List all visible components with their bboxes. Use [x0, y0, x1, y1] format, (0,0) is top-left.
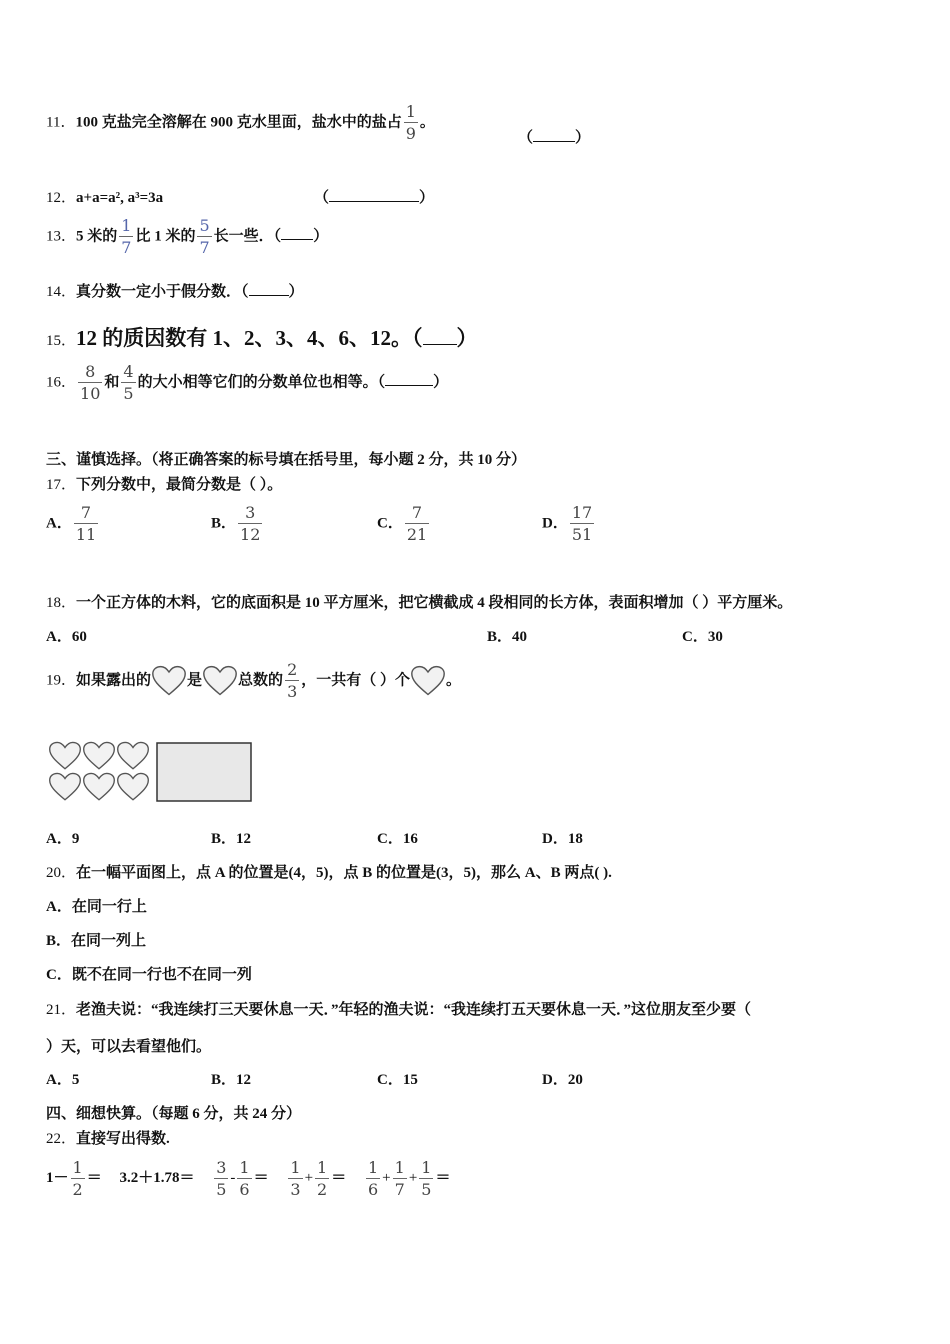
section-3-heading: 三、谨慎选择。（将正确答案的标号填在括号里，每小题 2 分，共 10 分）	[46, 452, 527, 468]
cover-box	[157, 743, 251, 801]
option-b[interactable]	[211, 505, 264, 543]
answer-blank[interactable]	[281, 227, 313, 240]
question-text: 的大小相等它们的分数单位也相等。（	[137, 374, 386, 391]
denominator: 6	[367, 1180, 379, 1199]
heart-icon	[50, 742, 81, 768]
heart-icon	[410, 665, 446, 697]
option-label: C．	[377, 515, 403, 532]
denominator: 5	[216, 1180, 227, 1199]
question-number: 20．	[46, 865, 77, 881]
blank-line	[329, 189, 419, 202]
option-b[interactable]: B．12	[211, 831, 252, 847]
heart-icon	[84, 742, 115, 768]
expr-text: 1－	[46, 1170, 69, 1187]
question-11	[46, 102, 910, 146]
denominator: 3	[290, 1180, 301, 1199]
fraction	[393, 1160, 407, 1198]
numerator: 1	[239, 1158, 250, 1177]
option-d[interactable]: D．20	[542, 1072, 583, 1088]
question-19	[46, 662, 910, 700]
option-c[interactable]: C．30	[682, 629, 723, 645]
question-text: 和	[104, 374, 120, 391]
question-18	[46, 591, 910, 612]
numerator: 1	[394, 1158, 405, 1177]
numerator: 5	[199, 216, 210, 235]
question-text: 100 克盐完全溶解在 900 克水里面，盐水中的盐占	[75, 114, 402, 131]
numerator: 7	[411, 503, 423, 522]
fraction	[288, 1160, 302, 1198]
denominator: 2	[72, 1180, 83, 1199]
paren-right: ）	[288, 284, 304, 300]
question-text: 比 1 米的	[135, 228, 196, 245]
fraction	[570, 505, 594, 543]
denominator: 6	[239, 1180, 250, 1199]
heart-icon	[151, 665, 187, 697]
option-label: A．	[46, 515, 72, 532]
question-number: 19．	[46, 672, 77, 689]
question-text: 在一幅平面图上，点 A 的位置是(4，5)，点 B 的位置是(3，5)，那么 A、B 两点( ).	[76, 865, 612, 881]
answer-blank[interactable]	[518, 126, 590, 147]
question-number: 13．	[46, 228, 77, 245]
heart-icon	[50, 773, 81, 799]
denominator: 7	[121, 238, 132, 257]
operator: +	[408, 1170, 418, 1187]
question-text: 12 的质因数有 1、2、3、4、6、12。（	[76, 326, 423, 350]
question-14	[46, 280, 910, 301]
paren-right: ）	[313, 228, 329, 245]
hearts-figure	[48, 740, 254, 804]
option-label: B．	[211, 515, 237, 532]
operator: +	[304, 1170, 314, 1187]
option-d[interactable]	[542, 505, 596, 543]
fraction	[419, 1160, 433, 1198]
numerator: 1	[405, 102, 416, 121]
question-20	[46, 861, 910, 882]
numerator: 1	[367, 1158, 379, 1177]
blank-line	[533, 129, 575, 142]
numerator: 3	[216, 1158, 227, 1177]
expression-1	[46, 1158, 102, 1199]
question-text: 是	[187, 672, 203, 689]
question-number: 15．	[46, 333, 77, 349]
question-text: 总数的	[238, 672, 284, 689]
expression-3	[212, 1158, 269, 1199]
question-text: 老渔夫说：“我连续打三天要休息一天．”年轻的渔夫说：“我连续打五天要休息一天．”这位朋友至少要（	[76, 1002, 752, 1018]
option-c[interactable]	[377, 505, 431, 543]
paren-right: ）	[433, 374, 449, 391]
answer-blank[interactable]	[314, 186, 434, 207]
denominator: 3	[287, 682, 298, 701]
option-a[interactable]: A．在同一行上	[46, 899, 147, 915]
denominator: 5	[421, 1180, 432, 1199]
fraction	[78, 364, 102, 402]
option-d[interactable]: D．18	[542, 831, 583, 847]
question-number: 17．	[46, 477, 77, 493]
paren-right: ）	[456, 326, 478, 350]
heart-icon	[84, 773, 115, 799]
question-text: ，一共有（ ）个	[301, 672, 411, 689]
question-text: 直接写出得数.	[76, 1131, 170, 1147]
question-text: 下列分数中，最简分数是（ ）。	[76, 477, 283, 493]
numerator: 4	[123, 362, 134, 381]
fraction	[71, 1160, 85, 1198]
fraction	[315, 1160, 329, 1198]
denominator: 7	[199, 238, 210, 257]
question-text: 5 米的	[76, 228, 118, 245]
expression-5	[364, 1158, 451, 1199]
option-b[interactable]: B．在同一列上	[46, 933, 147, 949]
question-number: 14．	[46, 284, 77, 300]
question-number: 22．	[46, 1131, 77, 1147]
equals: ＝	[86, 1170, 102, 1187]
punctuation: 。	[446, 672, 462, 689]
question-17	[46, 473, 910, 494]
denominator: 10	[80, 384, 101, 403]
fraction	[74, 505, 98, 543]
question-12	[46, 186, 910, 207]
denominator: 21	[406, 525, 428, 544]
question-text: 如果露出的	[76, 672, 152, 689]
option-c[interactable]: C．15	[377, 1072, 418, 1088]
operator: +	[382, 1170, 391, 1187]
numerator: 1	[421, 1158, 432, 1177]
numerator: 3	[245, 503, 256, 522]
question-number: 18．	[46, 595, 77, 611]
question-text: 一个正方体的木料，它的底面积是 10 平方厘米，把它横截成 4 段相同的长方体，表面积增加（ ）平方厘米。	[76, 595, 793, 611]
calculation-row	[46, 1160, 910, 1198]
heart-icon	[118, 773, 149, 799]
question-number: 21．	[46, 1002, 77, 1018]
numerator: 17	[571, 503, 593, 522]
paren-left: （	[314, 190, 330, 206]
fraction	[238, 505, 262, 543]
question-21-continued: ）天，可以去看望他们。	[46, 1039, 212, 1055]
option-b[interactable]: B．12	[211, 1072, 252, 1088]
punctuation: 。	[419, 114, 435, 131]
fraction	[366, 1160, 380, 1198]
question-number: 11．	[46, 114, 76, 131]
expression-4	[286, 1158, 347, 1199]
expression-2: 3.2＋1.78＝	[119, 1170, 195, 1187]
heart-icon	[118, 742, 149, 768]
question-text: 长一些．（	[213, 228, 282, 245]
option-a[interactable]: A．5	[46, 1072, 80, 1088]
equals: ＝	[331, 1170, 347, 1187]
option-b[interactable]: B．40	[487, 629, 528, 645]
option-c[interactable]: C．16	[377, 831, 418, 847]
fraction	[285, 662, 299, 700]
denominator: 11	[75, 525, 97, 544]
paren-right: ）	[419, 190, 435, 206]
denominator: 9	[405, 124, 416, 143]
paren-right: ）	[575, 130, 591, 146]
option-label: D．	[542, 515, 568, 532]
option-c[interactable]: C．既不在同一行也不在同一列	[46, 967, 252, 983]
fraction	[404, 104, 418, 142]
question-number: 16．	[46, 374, 77, 391]
fraction	[119, 218, 133, 256]
answer-blank[interactable]	[385, 373, 433, 386]
denominator: 51	[571, 525, 593, 544]
numerator: 7	[80, 503, 92, 522]
numerator: 2	[287, 660, 298, 679]
option-a[interactable]: A．9	[46, 831, 80, 847]
numerator: 1	[317, 1158, 328, 1177]
section-4-heading: 四、细想快算。（每题 6 分，共 24 分）	[46, 1106, 302, 1122]
question-text: a+a=a², a³=3a	[76, 190, 164, 206]
numerator: 8	[85, 362, 96, 381]
numerator: 1	[72, 1158, 83, 1177]
equals: ＝	[435, 1170, 451, 1187]
question-number: 12．	[46, 190, 77, 206]
equals: ＝	[253, 1170, 269, 1187]
fraction	[237, 1160, 251, 1198]
question-21	[46, 998, 910, 1019]
question-15	[46, 322, 910, 352]
denominator: 7	[394, 1180, 405, 1199]
option-a[interactable]	[46, 505, 100, 543]
question-16	[46, 364, 910, 402]
denominator: 12	[240, 525, 261, 544]
paren-left: （	[518, 130, 534, 146]
fraction	[197, 218, 211, 256]
question-text: 真分数一定小于假分数．（	[76, 284, 249, 300]
denominator: 2	[317, 1180, 328, 1199]
heart-icon	[202, 665, 238, 697]
answer-blank[interactable]	[423, 332, 457, 345]
operator: -	[230, 1170, 236, 1187]
answer-blank[interactable]	[249, 283, 289, 296]
fraction	[405, 505, 429, 543]
fraction	[214, 1160, 228, 1198]
question-22	[46, 1127, 910, 1148]
numerator: 1	[121, 216, 132, 235]
numerator: 1	[290, 1158, 301, 1177]
denominator: 5	[123, 384, 134, 403]
fraction	[121, 364, 135, 402]
question-13	[46, 218, 910, 256]
option-a[interactable]: A．60	[46, 629, 87, 645]
